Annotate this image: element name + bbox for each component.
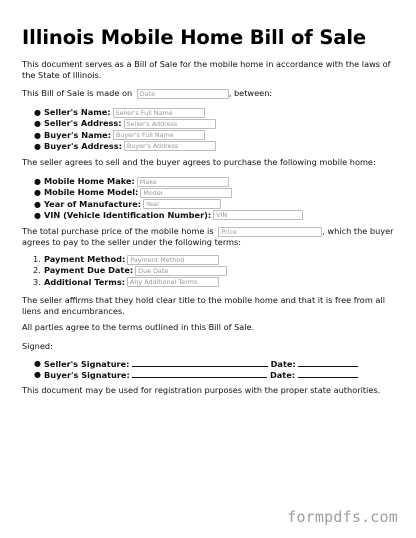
price-line-2: agrees to pay to the seller under the following terms:	[22, 237, 242, 247]
seller-date-line[interactable]	[298, 358, 358, 367]
seller-signature-label: Seller's Signature:	[44, 359, 130, 369]
buyer-signature-label: Buyer's Signature:	[44, 370, 130, 381]
list-item	[33, 276, 227, 288]
document-title: Illinois Mobile Home Bill of Sale	[22, 26, 367, 49]
additional-terms-label: Additional Terms:	[44, 276, 125, 287]
year-label: Year of Manufacture:	[44, 198, 142, 209]
bullet-icon: ●	[34, 210, 41, 220]
buyer-name-field[interactable]: Buyer's Full Name	[113, 130, 205, 140]
bullet-icon: ●	[34, 370, 41, 380]
seller-name-field[interactable]: Seller's Full Name	[113, 108, 205, 118]
year-field[interactable]: Year	[143, 199, 221, 209]
term-number: 3.	[33, 276, 41, 287]
list-item	[33, 254, 227, 265]
buyer-address-field[interactable]: Buyer's Address	[124, 141, 216, 151]
price-suffix: , which the buyer	[322, 226, 394, 236]
bullet-icon: ●	[34, 130, 41, 140]
buyer-date-line[interactable]	[298, 369, 358, 378]
list-item	[34, 107, 216, 118]
list-item	[34, 140, 216, 152]
seller-address-field[interactable]: Seller's Address	[124, 119, 216, 129]
seller-name-label: Seller's Name:	[44, 107, 111, 117]
due-date-label: Payment Due Date:	[44, 265, 134, 276]
term-number: 1.	[33, 254, 41, 264]
intro-paragraph: This document serves as a Bill of Sale for the mobile home in accordance with the laws of the State of Illinois.	[22, 59, 391, 81]
bullet-icon: ●	[34, 177, 41, 186]
terms-list	[33, 254, 227, 288]
bullet-icon: ●	[34, 119, 41, 129]
list-item	[34, 129, 216, 141]
date-field[interactable]: Date	[137, 89, 229, 99]
model-label: Mobile Home Model:	[44, 187, 139, 198]
list-item	[34, 118, 216, 129]
list-item	[34, 176, 303, 187]
price-prefix: The total purchase price of the mobile home is	[22, 226, 214, 236]
bullet-icon: ●	[34, 108, 41, 117]
list-item	[34, 187, 303, 198]
vin-label: VIN (Vehicle Identification Number):	[44, 209, 212, 220]
seller-date-label: Date:	[270, 359, 296, 369]
bullet-icon: ●	[34, 141, 41, 151]
seller-address-label: Seller's Address:	[44, 118, 122, 129]
payment-method-label: Payment Method:	[44, 254, 126, 264]
footer-note: This document may be used for registration purposes with the proper state authorities.	[22, 385, 381, 395]
make-field[interactable]: Make	[137, 177, 229, 187]
make-label: Mobile Home Make:	[44, 176, 135, 186]
due-date-field[interactable]: Due Date	[135, 266, 227, 276]
price-line	[22, 226, 394, 237]
list-item	[34, 358, 358, 369]
buyer-address-label: Buyer's Address:	[44, 140, 122, 151]
bullet-icon: ●	[34, 188, 41, 198]
watermark: formpdfs.com	[287, 508, 398, 526]
buyer-name-label: Buyer's Name:	[44, 129, 111, 140]
list-item	[33, 265, 227, 276]
additional-terms-field[interactable]: Any Additional Terms	[127, 277, 219, 287]
vin-field[interactable]: VIN	[213, 210, 303, 220]
bullet-icon: ●	[34, 359, 41, 368]
list-item	[34, 209, 303, 221]
signatures-list	[34, 358, 358, 381]
price-field[interactable]: Price	[218, 227, 322, 237]
buyer-signature-line[interactable]	[132, 369, 267, 378]
list-item	[34, 369, 358, 381]
made-on-suffix: , between:	[228, 88, 273, 98]
bullet-icon: ●	[34, 199, 41, 209]
home-details-list	[34, 176, 303, 221]
made-on-line	[22, 88, 272, 99]
list-item	[34, 198, 303, 210]
signed-label: Signed:	[22, 341, 53, 351]
parties-list	[34, 107, 216, 152]
affirm-paragraph: The seller affirms that they hold clear title to the mobile home and that it is free from all liens and encumbrances.	[22, 295, 385, 317]
made-on-prefix: This Bill of Sale is made on	[22, 88, 133, 98]
agree-paragraph: The seller agrees to sell and the buyer agrees to purchase the following mobile home:	[22, 157, 376, 167]
model-field[interactable]: Model	[140, 188, 232, 198]
seller-signature-line[interactable]	[132, 358, 268, 367]
agree-all-paragraph: All parties agree to the terms outlined in this Bill of Sale.	[22, 322, 255, 332]
term-number: 2.	[33, 265, 41, 276]
payment-method-field[interactable]: Payment Method	[127, 255, 219, 265]
buyer-date-label: Date:	[269, 370, 296, 381]
